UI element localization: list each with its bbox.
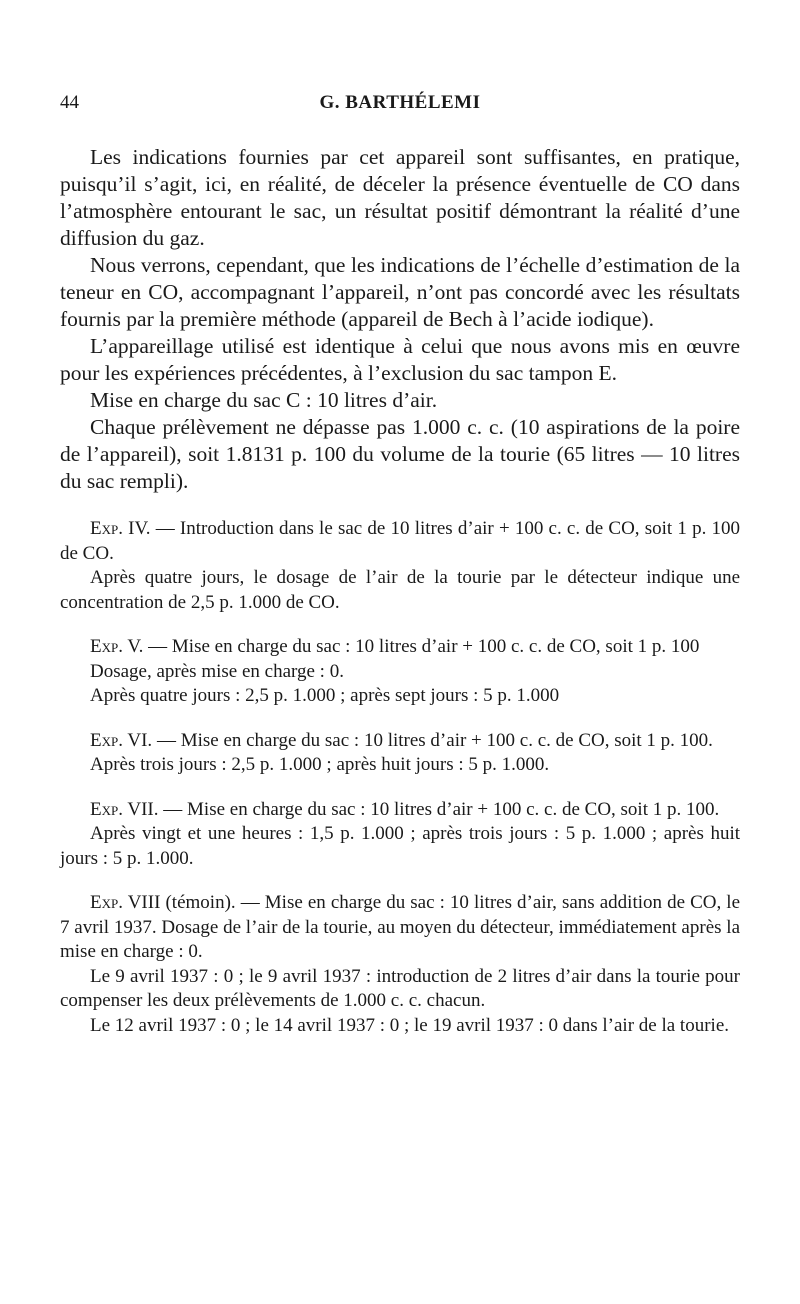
paragraph: Mise en charge du sac C : 10 litres d’air.	[90, 388, 438, 412]
experiment-label: Exp. IV.	[90, 518, 151, 539]
experiment-label: Exp. VIII	[90, 892, 161, 913]
experiment-text: — Introduction dans le sac de 10 litres d’air + 100 c. c. de CO, soit 1 p. 100 de CO.	[60, 518, 741, 564]
experiment-vii	[60, 798, 740, 872]
experiment-text: (témoin). — Mise en charge du sac : 10 litres d’air, sans addition de CO, le 7 avril 1937. Dosage de l’air de la tourie, au moyen du détecteur, immédiatement après la mise en charge : 0.	[60, 892, 741, 962]
experiment-paragraph: Le 12 avril 1937 : 0 ; le 14 avril 1937 : 0 ; le 19 avril 1937 : 0 dans l’air de la tourie.	[90, 1014, 729, 1036]
experiment-text: — Mise en charge du sac : 10 litres d’air + 100 c. c. de CO, soit 1 p. 100.	[156, 729, 713, 751]
running-head: G. BARTHÉLEMI	[319, 92, 481, 113]
experiment-label: Exp. VII.	[90, 798, 159, 820]
experiment-text: — Mise en charge du sac : 10 litres d’air + 100 c. c. de CO, soit 1 p. 100	[148, 636, 700, 657]
experiment-vi	[60, 729, 740, 778]
paragraph: Nous verrons, cependant, que les indications de l’échelle d’estimation de la teneur en CO, accompagnant l’appareil, n’ont pas concordé avec les résultats fournis par la première méthode (appareil de Bech à l’acide iodique).	[60, 253, 740, 331]
experiment-paragraph: Le 9 avril 1937 : 0 ; le 9 avril 1937 : introduction de 2 litres d’air dans la tourie pour compenser les deux prélèvements de 1.000 c. c. chacun.	[60, 965, 740, 1011]
experiment-paragraph: Après quatre jours, le dosage de l’air de la tourie par le détecteur indique une concentration de 2,5 p. 1.000 de CO.	[60, 567, 740, 613]
experiment-paragraph: Après trois jours : 2,5 p. 1.000 ; après huit jours : 5 p. 1.000.	[90, 754, 550, 775]
experiment-paragraph	[60, 891, 740, 965]
experiment-paragraph: Après quatre jours : 2,5 p. 1.000 ; après sept jours : 5 p. 1.000	[90, 685, 560, 706]
experiment-viii	[60, 891, 740, 1038]
experiment-label: Exp. V.	[90, 636, 144, 657]
intro-section	[60, 144, 740, 495]
paragraph: Chaque prélèvement ne dépasse pas 1.000 c. c. (10 aspirations de la poire de l’appareil), soit 1.8131 p. 100 du volume de la tourie (65 litres — 10 litres du sac rempli).	[60, 415, 740, 493]
paragraph: L’appareillage utilisé est identique à celui que nous avons mis en œuvre pour les expériences précédentes, à l’exclusion du sac tampon E.	[60, 334, 740, 385]
page	[60, 92, 740, 1038]
paragraph: Les indications fournies par cet appareil sont suffisantes, en pratique, puisqu’il s’agit, ici, en réalité, de déceler la présence éventuelle de CO dans l’atmosphère entourant le sac, un résultat positif démontrant la réalité d’une diffusion du gaz.	[60, 145, 740, 250]
experiments-section	[60, 517, 740, 1038]
experiment-paragraph	[60, 798, 740, 823]
experiment-text: — Mise en charge du sac : 10 litres d’air + 100 c. c. de CO, soit 1 p. 100.	[163, 798, 720, 820]
experiment-paragraph: Dosage, après mise en charge : 0.	[90, 660, 344, 682]
experiment-paragraph	[60, 635, 740, 660]
experiment-paragraph: Après vingt et une heures : 1,5 p. 1.000 ; après trois jours : 5 p. 1.000 ; après huit jours : 5 p. 1.000.	[60, 823, 740, 869]
experiment-label: Exp. VI.	[90, 729, 153, 751]
page-number: 44	[60, 92, 79, 113]
experiment-v	[60, 635, 740, 709]
experiment-paragraph	[60, 729, 740, 754]
page-header	[60, 92, 740, 122]
experiment-paragraph	[60, 517, 740, 566]
experiment-iv	[60, 517, 740, 615]
